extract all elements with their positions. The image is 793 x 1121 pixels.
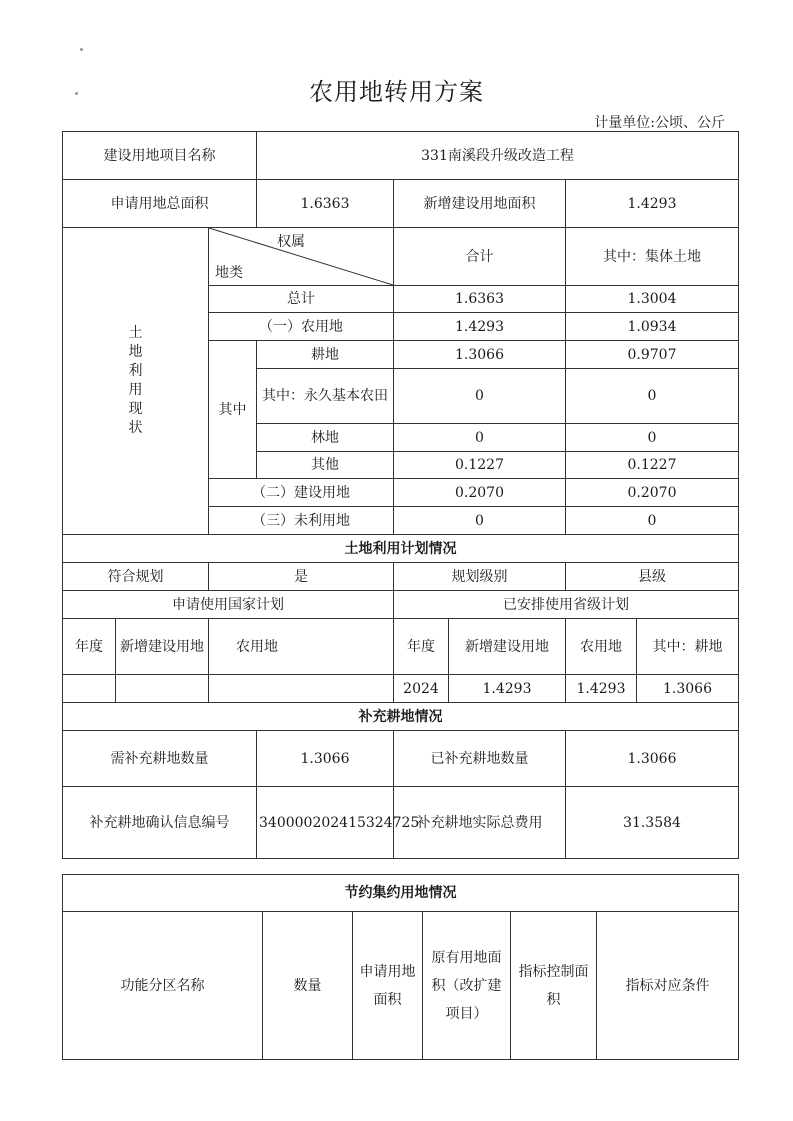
new-construction-area-value: 1.4293 xyxy=(566,180,739,228)
count-header: 数量 xyxy=(263,912,353,1060)
national-new-cell xyxy=(116,675,209,703)
row-construction-collective: 0.2070 xyxy=(566,479,739,507)
provincial-new-header: 新增建设用地 xyxy=(449,619,566,675)
condition-header: 指标对应条件 xyxy=(597,912,739,1060)
national-farm-cell xyxy=(209,675,394,703)
provincial-new-cell: 1.4293 xyxy=(449,675,566,703)
actual-cost-value: 31.3584 xyxy=(566,787,739,859)
need-supplement-value: 1.3066 xyxy=(257,731,394,787)
row-farm-value: 1.4293 xyxy=(394,313,566,341)
apply-area-header: 申请用地面积 xyxy=(353,912,423,1060)
provincial-arable-cell: 1.3066 xyxy=(637,675,739,703)
row-arable-collective: 0.9707 xyxy=(566,341,739,369)
confirm-number-value: 340000202415324725 xyxy=(257,787,394,859)
row-total-label: 总计 xyxy=(209,286,394,313)
provincial-plan-label: 已安排使用省级计划 xyxy=(394,591,739,619)
row-unused-collective: 0 xyxy=(566,507,739,535)
among-label: 其中 xyxy=(209,341,257,479)
conform-plan-label: 符合规划 xyxy=(63,563,209,591)
provincial-farm-header: 农用地 xyxy=(566,619,637,675)
row-basic-farmland-collective: 0 xyxy=(566,369,739,424)
done-supplement-value: 1.3066 xyxy=(566,731,739,787)
row-arable-value: 1.3066 xyxy=(394,341,566,369)
apply-area-value: 1.6363 xyxy=(257,180,394,228)
need-supplement-label: 需补充耕地数量 xyxy=(63,731,257,787)
row-construction-label: （二）建设用地 xyxy=(209,479,394,507)
plan-section-title: 土地利用计划情况 xyxy=(63,535,739,563)
row-other-collective: 0.1227 xyxy=(566,452,739,479)
provincial-farm-cell: 1.4293 xyxy=(566,675,637,703)
plan-level-value: 县级 xyxy=(566,563,739,591)
page-title: 农用地转用方案 xyxy=(309,78,484,106)
row-arable-label: 耕地 xyxy=(257,341,394,369)
row-other-value: 0.1227 xyxy=(394,452,566,479)
conform-plan-value: 是 xyxy=(209,563,394,591)
unit-label: 计量单位:公顷、公斤 xyxy=(594,115,725,131)
col-total-header: 合计 xyxy=(394,228,566,286)
row-basic-farmland-label: 其中：永久基本农田 xyxy=(257,369,394,424)
diagonal-header xyxy=(209,228,394,286)
zone-name-header: 功能分区名称 xyxy=(63,912,263,1060)
provincial-arable-header: 其中：耕地 xyxy=(637,619,739,675)
provincial-year-cell: 2024 xyxy=(394,675,449,703)
new-construction-area-label: 新增建设用地面积 xyxy=(394,180,566,228)
scan-speck xyxy=(75,92,78,95)
ownership-label: 权属 xyxy=(277,234,305,250)
original-area-header: 原有用地面积（改扩建项目） xyxy=(423,912,511,1060)
land-use-status-label xyxy=(63,228,209,535)
row-forest-value: 0 xyxy=(394,424,566,452)
col-collective-header: 其中：集体土地 xyxy=(566,228,739,286)
row-basic-farmland-value: 0 xyxy=(394,369,566,424)
provincial-year-header: 年度 xyxy=(394,619,449,675)
scan-speck xyxy=(80,48,83,51)
plan-level-label: 规划级别 xyxy=(394,563,566,591)
national-new-header: 新增建设用地 xyxy=(116,619,209,675)
national-farm-header: 农用地 xyxy=(209,619,394,675)
row-other-label: 其他 xyxy=(257,452,394,479)
row-construction-value: 0.2070 xyxy=(394,479,566,507)
row-farm-label: （一）农用地 xyxy=(209,313,394,341)
land-use-status-text: 土地利用现状 xyxy=(128,325,143,436)
land-type-label: 地类 xyxy=(215,265,243,281)
apply-area-label: 申请用地总面积 xyxy=(63,180,257,228)
row-forest-collective: 0 xyxy=(566,424,739,452)
row-unused-value: 0 xyxy=(394,507,566,535)
row-unused-label: （三）未利用地 xyxy=(209,507,394,535)
actual-cost-label: 补充耕地实际总费用 xyxy=(394,787,566,859)
conversion-table xyxy=(62,131,739,859)
project-name-value: 331南溪段升级改造工程 xyxy=(257,132,739,180)
project-name-label: 建设用地项目名称 xyxy=(63,132,257,180)
national-year-cell xyxy=(63,675,116,703)
saving-table xyxy=(62,874,739,1060)
confirm-number-label: 补充耕地确认信息编号 xyxy=(63,787,257,859)
row-farm-collective: 1.0934 xyxy=(566,313,739,341)
saving-section-title: 节约集约用地情况 xyxy=(63,875,739,912)
row-total-collective: 1.3004 xyxy=(566,286,739,313)
done-supplement-label: 已补充耕地数量 xyxy=(394,731,566,787)
row-total-value: 1.6363 xyxy=(394,286,566,313)
row-forest-label: 林地 xyxy=(257,424,394,452)
control-area-header: 指标控制面积 xyxy=(511,912,597,1060)
supplement-section-title: 补充耕地情况 xyxy=(63,703,739,731)
national-year-header: 年度 xyxy=(63,619,116,675)
national-plan-label: 申请使用国家计划 xyxy=(63,591,394,619)
